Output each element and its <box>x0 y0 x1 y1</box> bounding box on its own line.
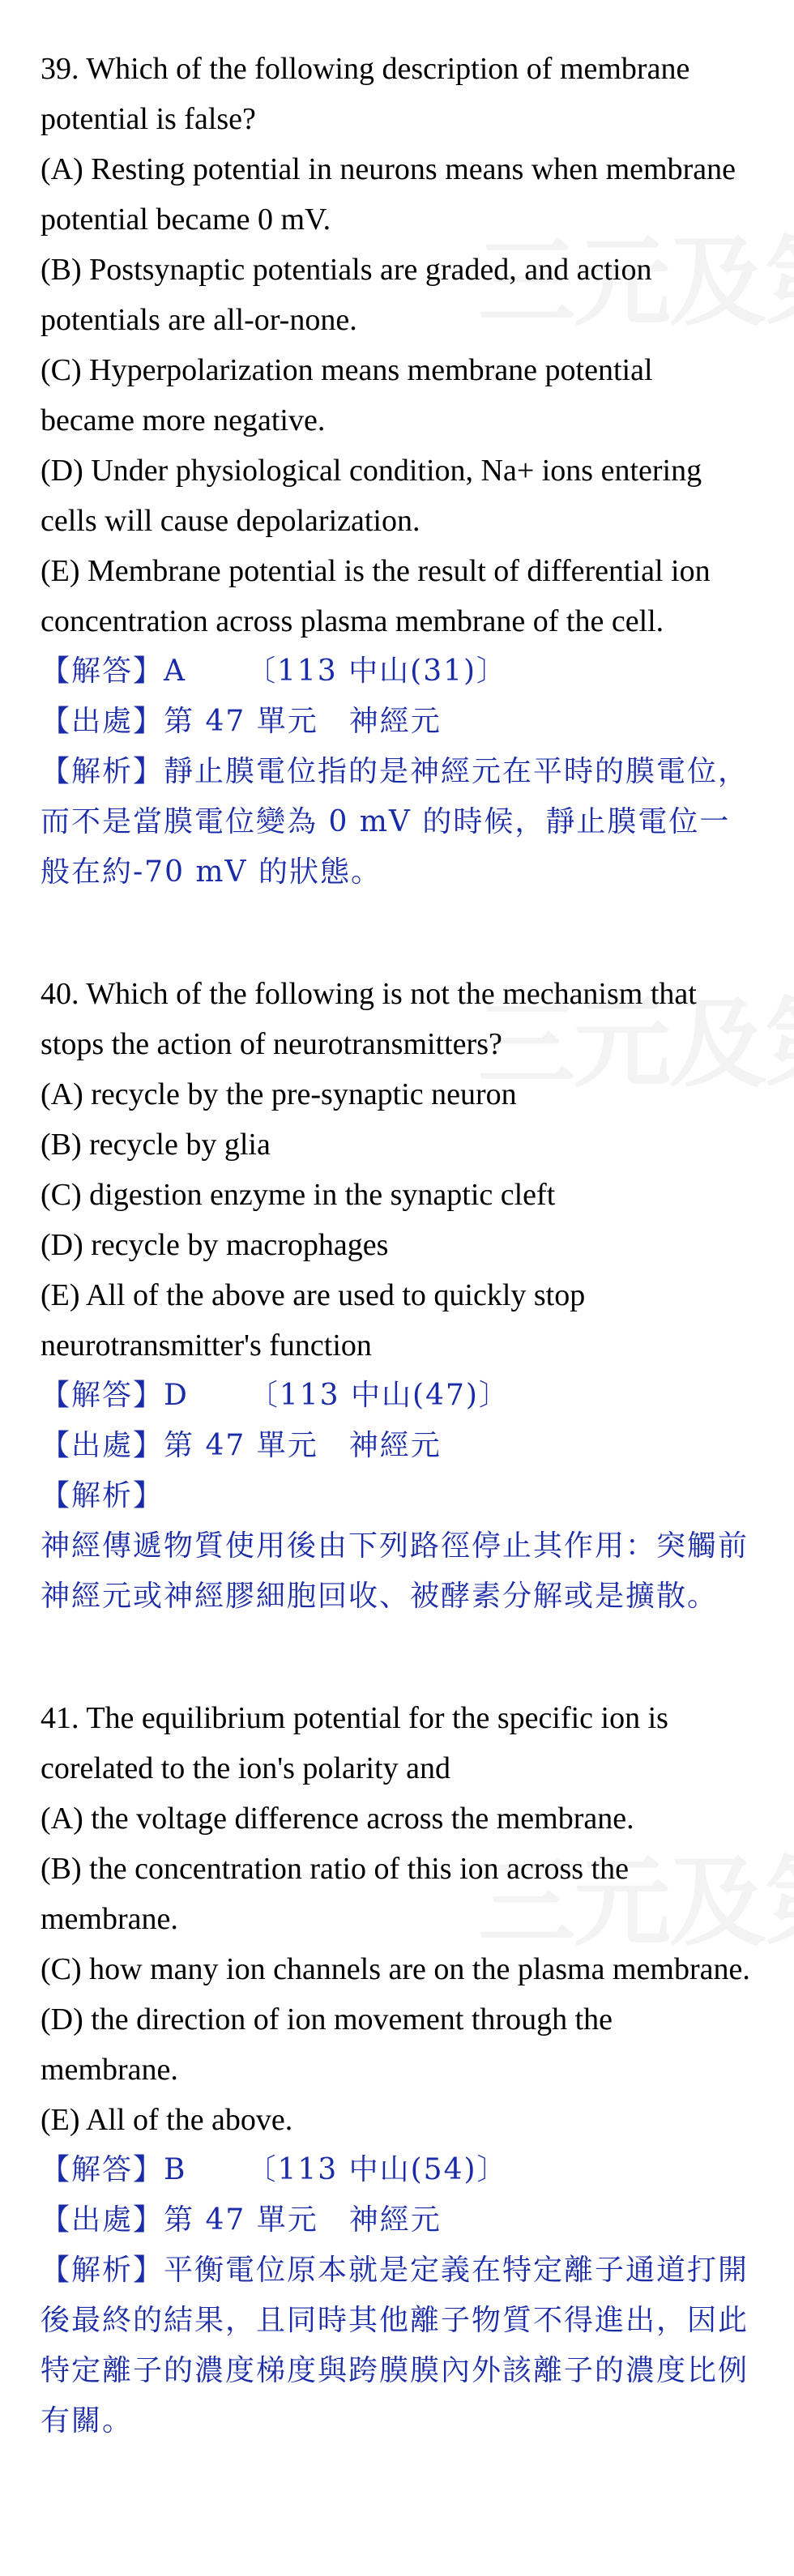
explanation-text: 神經傳遞物質使用後由下列路徑停止其作用：突觸前神經元或神經膠細胞回收、被酵素分解或是擴散。 <box>41 1529 749 1613</box>
question-stem: 40. Which of the following is not the mechanism that stops the action of neurotransmitters? <box>41 977 697 1061</box>
question-list <box>41 44 753 2518</box>
answer: 【解答】D <box>41 1379 189 1412</box>
option-c: (C) digestion enzyme in the synaptic cleft <box>41 1178 556 1212</box>
option-b: (B) recycle by glia <box>41 1128 271 1162</box>
chapter: 【出處】第 47 單元 神經元 <box>41 2203 442 2237</box>
option-c: (C) Hyperpolarization means membrane potential became more negative. <box>41 353 653 437</box>
answer: 【解答】A <box>41 655 186 688</box>
answer-source: 〔113 中山(31)〕 <box>246 655 508 688</box>
explanation-text: 平衡電位原本就是定義在特定離子通道打開後最終的結果，且同時其他離子物質不得進出，因此特定離子的濃度梯度與跨膜膜內外該離子的濃度比例有關。 <box>41 2254 749 2437</box>
option-b: (B) the concentration ratio of this ion across the membrane. <box>41 1852 630 1936</box>
chapter: 【出處】第 47 單元 神經元 <box>41 1429 442 1462</box>
question-40 <box>41 969 753 1622</box>
question-stem: 41. The equilibrium potential for the specific ion is corelated to the ion's polarity and <box>41 1701 668 1785</box>
explanation <box>41 747 753 898</box>
chapter: 【出處】第 47 單元 神經元 <box>41 705 442 738</box>
option-a: (A) the voltage difference across the membrane. <box>41 1802 634 1836</box>
option-c: (C) how many ion channels are on the plasma membrane. <box>41 1952 750 1986</box>
option-b: (B) Postsynaptic potentials are graded, and action potentials are all-or-none. <box>41 253 652 337</box>
question-39 <box>41 44 753 898</box>
explanation-label: 【解析】 <box>41 755 164 788</box>
question-stem: 39. Which of the following description of membrane potential is false? <box>41 52 690 136</box>
answer-source: 〔113 中山(47)〕 <box>248 1379 510 1412</box>
answer-line <box>41 1371 753 1421</box>
option-e: (E) All of the above are used to quickly stop neurotransmitter's function <box>41 1278 586 1363</box>
answer-source: 〔113 中山(54)〕 <box>246 2153 508 2186</box>
option-d: (D) the direction of ion movement through the membrane. <box>41 2002 613 2087</box>
option-e: (E) All of the above. <box>41 2103 293 2137</box>
option-d: (D) recycle by macrophages <box>41 1228 389 1262</box>
answer-line <box>41 646 753 697</box>
option-a: (A) Resting potential in neurons means when membrane potential became 0 mV. <box>41 152 736 237</box>
explanation-label: 【解析】 <box>41 2254 164 2287</box>
option-a: (A) recycle by the pre-synaptic neuron <box>41 1077 517 1111</box>
answer: 【解答】B <box>41 2153 187 2186</box>
explanation-label: 【解析】 <box>41 1479 164 1512</box>
option-d: (D) Under physiological condition, Na+ ions entering cells will cause depolarization. <box>41 454 702 538</box>
question-41 <box>41 1693 753 2446</box>
option-e: (E) Membrane potential is the result of differential ion concentration across plasma membrane of the cell. <box>41 554 711 638</box>
explanation-text: 靜止膜電位指的是神經元在平時的膜電位，而不是當膜電位變為 0 mV 的時候，靜止膜電位一般在約-70 mV 的狀態。 <box>41 755 749 889</box>
answer-line <box>41 2145 753 2195</box>
explanation <box>41 2245 753 2446</box>
